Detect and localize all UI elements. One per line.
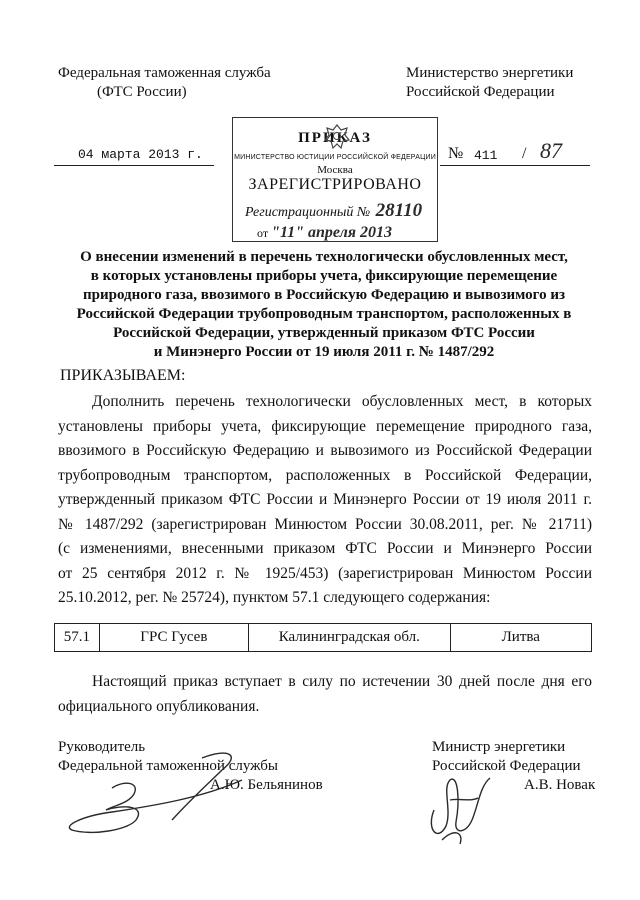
right-org-country: Российской Федерации [406, 84, 555, 100]
table-cell-region: Калининградская обл. [248, 624, 450, 652]
date-underline [54, 165, 214, 166]
stamp-date-value: "11" апреля 2013 [271, 224, 393, 241]
right-signatory-title1: Министр энергетики [432, 739, 566, 755]
left-org-name: Федеральная таможенная служба [58, 65, 271, 81]
places-table [54, 623, 592, 652]
paragraph-line: трубопроводным транспортом, расположенных в Российской Федерации, [58, 466, 592, 484]
paragraph-line: Дополнить перечень технологически обусловленных мест, в которых [92, 393, 592, 410]
reg-number: 28110 [375, 200, 423, 221]
paragraph-line: установлены приборы учета, фиксирующие перемещение природного газа, [58, 417, 592, 435]
title-line: Российской Федерации, утвержденный приказом ФТС России [113, 325, 535, 341]
table-cell-number: 57.1 [55, 624, 100, 652]
stamp-registered: ЗАРЕГИСТРИРОВАНО [248, 176, 422, 193]
left-signatory-title2: Федеральной таможенной службы [58, 758, 279, 774]
paragraph-line: ввозимого в Российскую Федерацию и вывозимого из Российской Федерации [58, 442, 592, 459]
number-slash: / [522, 145, 527, 162]
paragraph-line: утвержденный приказом ФТС России и Минэнерго России от 19 июля 2011 г. [58, 491, 592, 508]
right-signatory-name: А.В. Новак [524, 777, 596, 793]
table-cell-country: Литва [450, 624, 591, 652]
paragraph-line: от 25 сентября 2012 г. № 1925/453) (зарегистрирован Минюстом России [58, 564, 592, 582]
stamp-title: ПРИКАЗ [298, 130, 372, 146]
title-line: Российской Федерации трубопроводным транспортом, расположенных в [76, 306, 572, 322]
stamp-ministry: МИНИСТЕРСТВО ЮСТИЦИИ РОССИЙСКОЙ ФЕДЕРАЦИИ [234, 154, 436, 161]
table-row [55, 624, 592, 652]
registration-stamp [232, 117, 438, 242]
paragraph-line: официального опубликования. [58, 697, 260, 715]
paragraph-line: (с изменениями, внесенными приказом ФТС России и Минэнерго России [58, 540, 592, 557]
reg-label-text: Регистрационный № [245, 205, 371, 220]
stamp-date-from: от [257, 226, 269, 240]
right-signature-mark [420, 770, 500, 850]
left-signature-mark [52, 740, 252, 850]
stamp-city: Москва [317, 164, 353, 176]
paragraph-line: № 1487/292 (зарегистрирован Минюстом России 30.08.2011, рег. № 21711) [58, 515, 592, 533]
left-signatory-title1: Руководитель [58, 739, 146, 755]
title-line: природного газа, ввозимого в Российскую Федерацию и вывозимого из [83, 287, 565, 303]
paragraph-line: Настоящий приказ вступает в силу по истечении 30 дней после дня его [92, 673, 592, 690]
paragraph-effective [58, 670, 592, 719]
paragraph-line: 25.10.2012, рег. № 25724), пунктом 57.1 следующего содержания: [58, 589, 491, 606]
stamp-date [257, 224, 392, 242]
order-word: ПРИКАЗЫВАЕМ: [60, 367, 186, 384]
left-signatory-name: А.Ю. Бельянинов [210, 777, 323, 793]
number-value: 411 [474, 148, 498, 163]
paragraph-amend [58, 390, 592, 611]
title-line: в которых установлены приборы учета, фиксирующие перемещение [90, 268, 558, 284]
stamp-reg-label [245, 200, 422, 222]
number-value-handwritten: 87 [540, 138, 562, 163]
document-title [54, 248, 594, 362]
coat-of-arms-emblem [323, 122, 351, 152]
title-line: О внесении изменений в перечень технологически обусловленных мест, [80, 249, 568, 265]
left-org-abbr: (ФТС России) [97, 84, 187, 100]
order-date: 04 марта 2013 г. [78, 147, 203, 162]
right-signatory-title2: Российской Федерации [432, 758, 581, 774]
right-org-name: Министерство энергетики [406, 65, 574, 81]
number-underline [440, 165, 590, 166]
title-line: и Минэнерго России от 19 июля 2011 г. № 1487/292 [153, 344, 495, 360]
number-label: № [448, 145, 464, 162]
table-cell-station: ГРС Гусев [99, 624, 248, 652]
